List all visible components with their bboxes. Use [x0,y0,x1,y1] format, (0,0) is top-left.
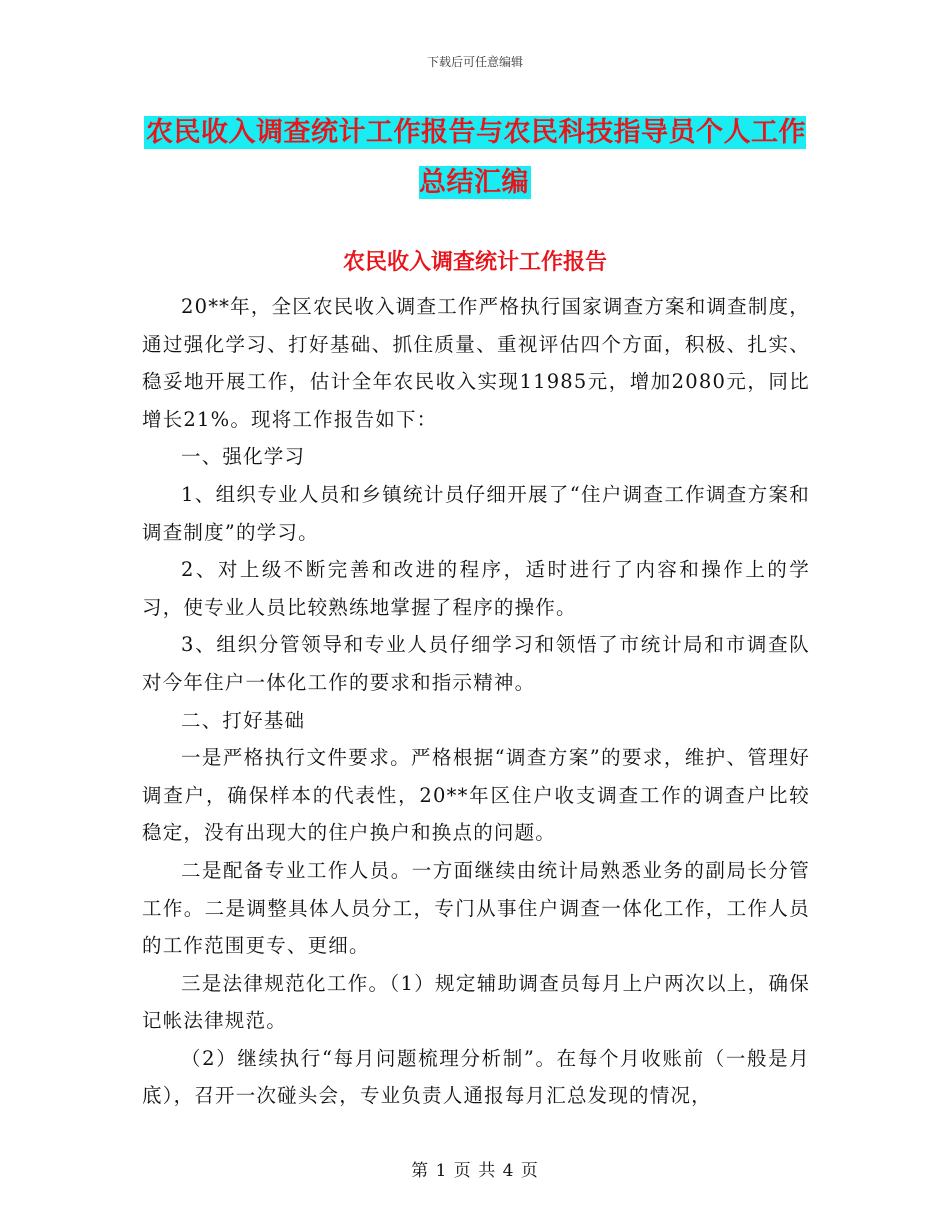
section-title: 农民收入调查统计工作报告 [342,249,607,275]
paragraph: 三是法律规范化工作。（1）规定辅助调查员每月上户两次以上，确保记帐法律规范。 [142,971,810,1033]
header-note: 下载后可任意编辑 [426,55,523,69]
paragraph: 20**年，全区农民收入调查工作严格执行国家调查方案和调查制度，通过强化学习、打好基础、抓住质量、重视评估四个方面，积极、扎实、稳妥地开展工作，估计全年农民收入实现11985元，增加2080元，同比增长21%。现将工作报告如下： [142,295,810,431]
paragraph: 一是严格执行文件要求。严格根据“调查方案”的要求，维护、管理好调查户，确保样本的代表性，20**年区住户收支调查工作的调查户比较稳定，没有出现大的住户换户和换点的问题。 [142,746,810,845]
paragraph: 3、组织分管领导和专业人员仔细学习和领悟了市统计局和市调查队对今年住户一体化工作的要求和指示精神。 [142,633,810,694]
document-title [140,108,810,208]
paragraph: （2）继续执行“每月问题梳理分析制”。在每个月收账前（一般是月底），召开一次碰头会，专业负责人通报每月汇总发现的情况， [142,1046,810,1108]
paragraph: 二、打好基础 [181,708,306,732]
page-footer: 第 1 页 共 4 页 [411,1161,539,1181]
paragraph: 二是配备专业工作人员。一方面继续由统计局熟悉业务的副局长分管工作。二是调整具体人员分工，专门从事住户调查一体化工作，工作人员的工作范围更专、更细。 [142,858,810,958]
body-text [142,288,810,1115]
document-title-text: 农民收入调查统计工作报告与农民科技指导员个人工作总结汇编 [146,117,806,198]
paragraph: 一、强化学习 [181,445,306,469]
paragraph: 2、对上级不断完善和改进的程序，适时进行了内容和操作上的学习，使专业人员比较熟练地掌握了程序的操作。 [142,558,810,619]
paragraph: 1、组织专业人员和乡镇统计员仔细开展了“住户调查工作调查方案和调查制度”的学习。 [142,482,810,544]
